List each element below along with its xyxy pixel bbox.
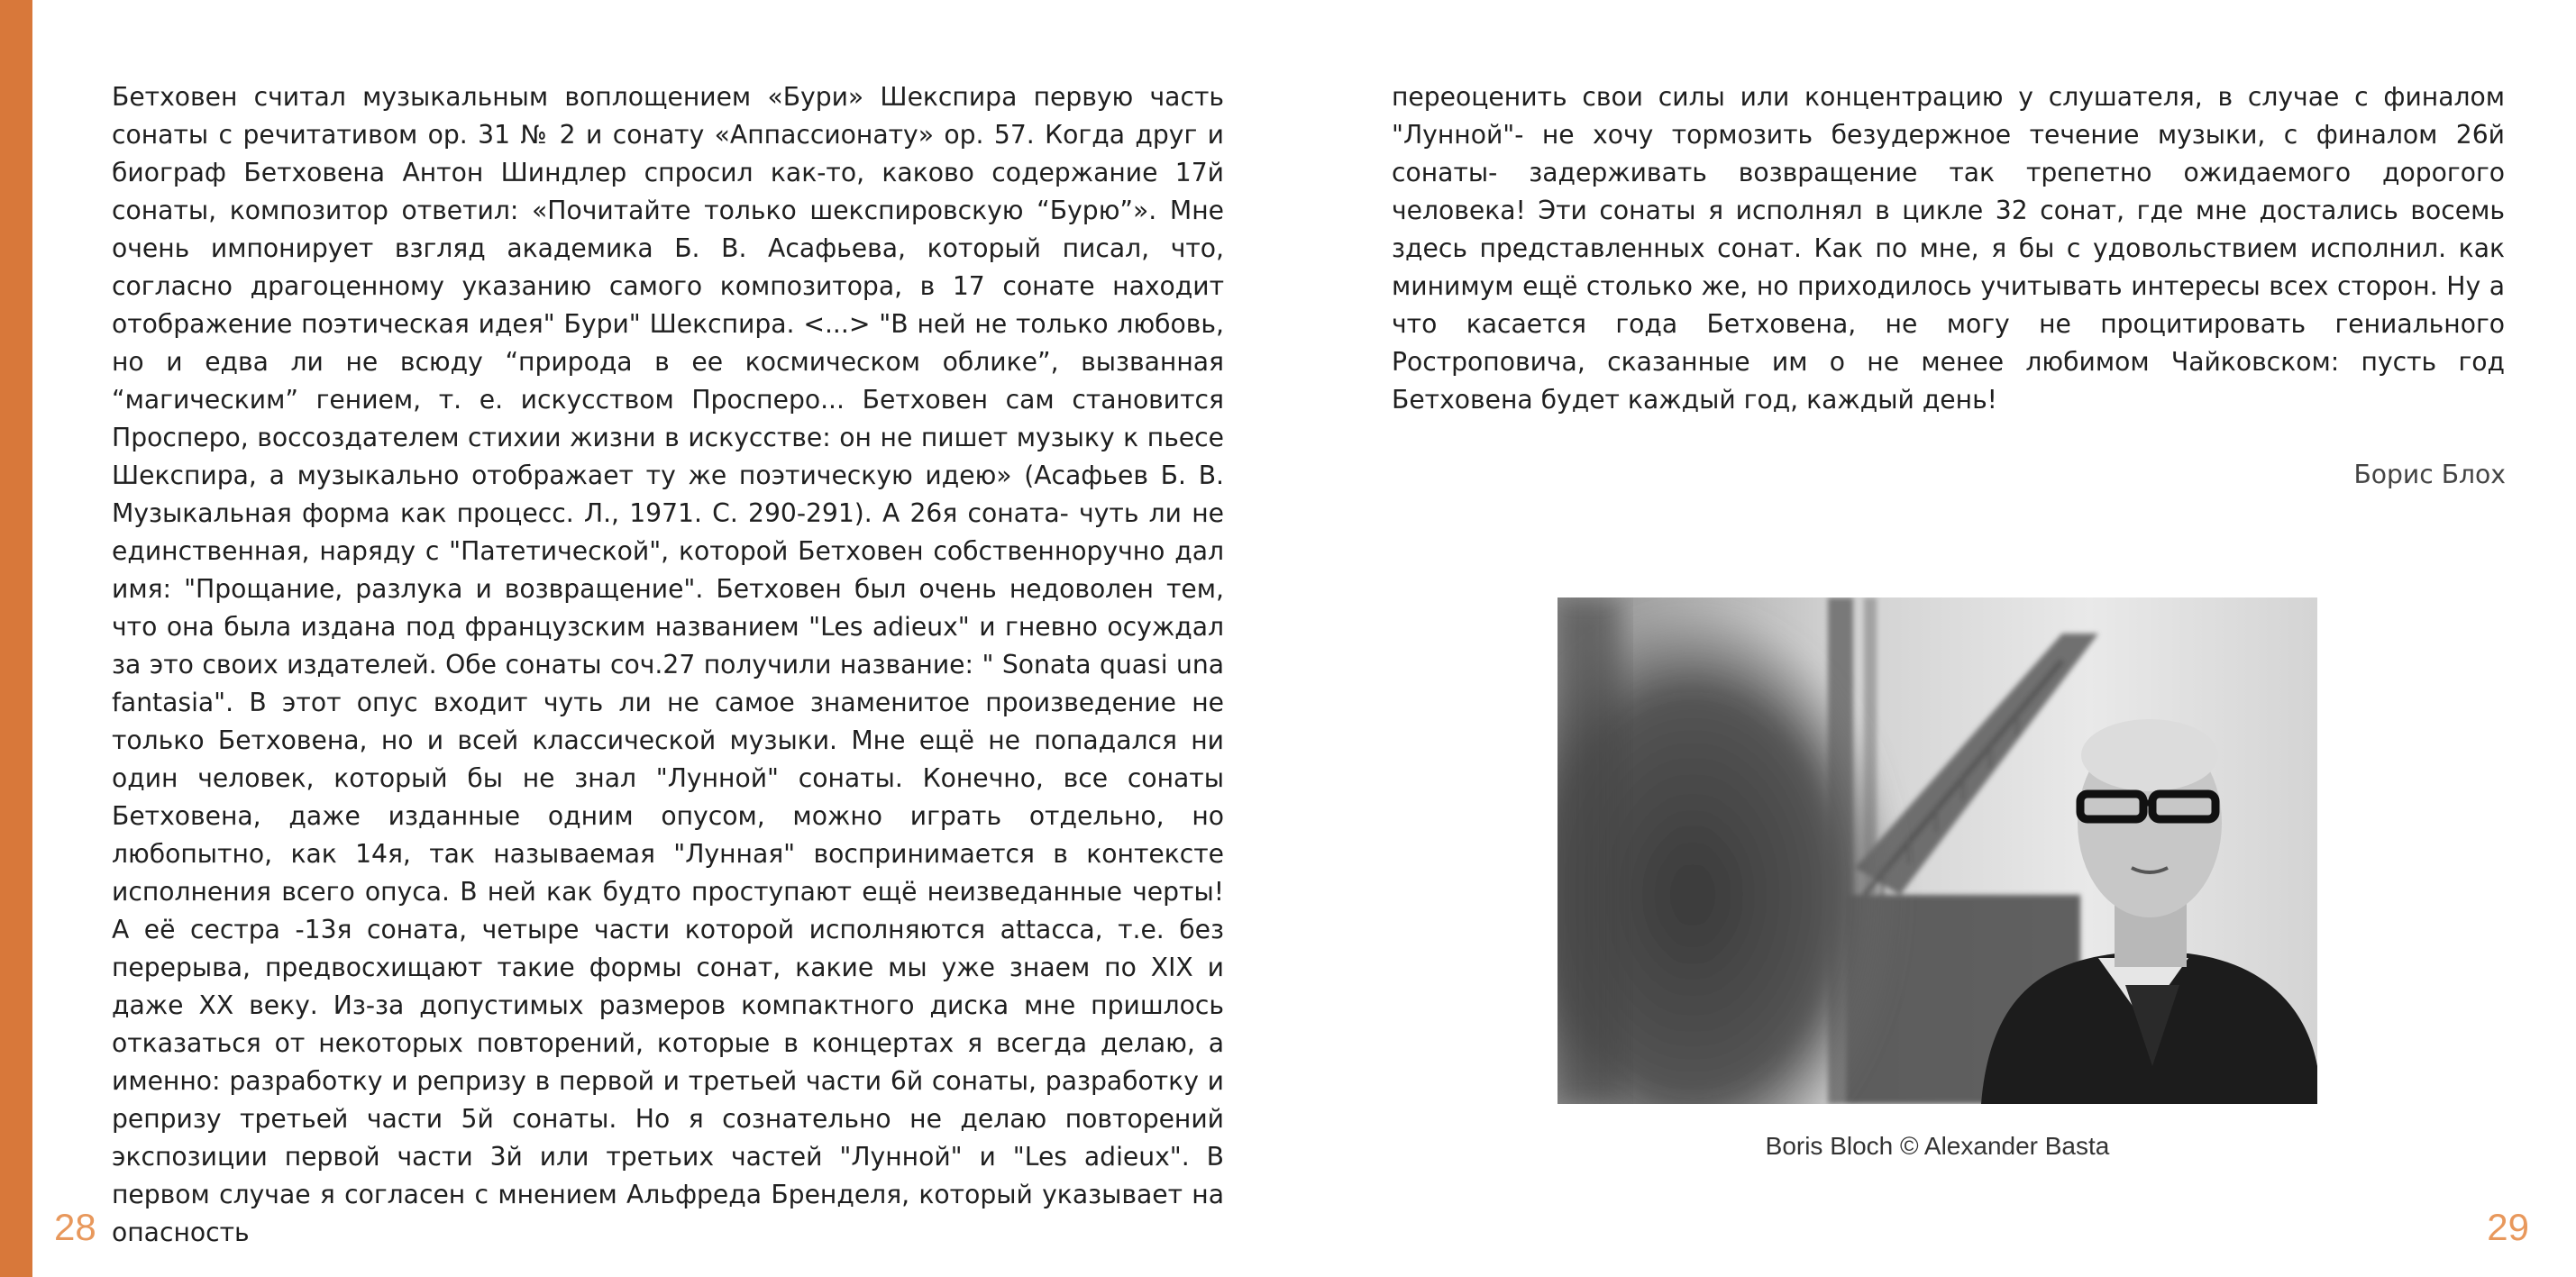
page-number-left: 28 — [54, 1206, 96, 1248]
page-number-right: 29 — [2487, 1206, 2529, 1248]
photo-caption: Boris Bloch © Alexander Basta — [1765, 1132, 2110, 1160]
left-page-body-text: Бетховен считал музыкальным воплощением «Бури» Шекспира первую часть сонаты с речитативом ор. 31 № 2 и сонату «Аппассионату» ор. 57. Когда друг и биограф Бетховена Антон Шиндлер спросил как-то, каково содержание 17й сонаты, композитор ответил: «Почитайте только шекспировскую “Бурю”». Мне очень импонирует взгляд академика Б. В. Асафьева, который писал, что, согласно драгоценному указанию самого композитора, в 17 сонате находит отображение поэтическая идея" Бури" Шекспира. <...> "В ней не только любовь, но и едва ли не всюду “природа в ее космическом облике”, вызванная “магическим” гением, т. е. искусством Просперо... Бетховен сам становится Просперо, воссоздателем стихии жизни в искусстве: он не пишет музыку к пьесе Шекспира, а музыкально отображает ту же поэтическую идею» (Асафьев Б. В. Музыкальная форма как процесс. Л., 1971. С. 290-291). А 26я соната- чуть ли не единственная, наряду с "Патетической", которой Бетховен собственноручно дал имя: "Прощание, разлука и возвращение". Бетховен был очень недоволен тем, что она была издана под французским названием "Les adieux" и гневно осуждал за это своих издателей. Обе сонаты соч.27 получили название: " Sonata quasi una fantasia". В этот опус входит чуть ли не самое знаменитое произведение не только Бетховена, но и всей классической музыки. Мне ещё не попадался ни один человек, который бы не знал "Лунной" сонаты. Конечно, все сонаты Бетховена, даже изданные одним опусом, можно играть отдельно, но любопытно, как 14я, так называемая "Лунная" воспринимается в контексте исполнения всего опуса. В ней как будто проступают ещё неизведанные черты! А её сестра -13я соната, четыре части которой исполняются attacca, т.е. без перерыва, предвосхищают такие формы сонат, какие мы уже знаем по XIX и даже XX веку. Из-за допустимых размеров компактного диска мне пришлось отказаться от некоторых повторений, которые в концертах я всегда делаю, а именно: разработку и репризу в первой и третьей части 6й сонаты, разработку и репризу третьей части 5й сонаты. Но я сознательно не делаю повторений экспозиции первой части 3й или третьих частей "Лунной" и "Les adieux". В первом случае я согласен с мнением Альфреда Бренделя, который указывает на опасность — [112, 82, 1224, 1247]
author-signature: Борис Блох — [2353, 460, 2506, 489]
orange-spine-bar — [0, 0, 32, 1277]
right-page-body-text: переоценить свои силы или концентрацию у слушателя, в случае с финалом "Лунной"- не хочу тормозить безудержное течение музыки, с финалом 26й сонаты- задерживать возвращение так трепетно ожидаемого дорогого человека! Эти сонаты я исполнял в цикле 32 сонат, где мне достались восемь здесь представленных сонат. Как по мне, я бы с удовольствием исполнил. как минимум ещё столько же, но приходилось учитывать интересы всех сторон. Ну а что касается года Бетховена, не могу не процитировать гениального Ростроповича, сказанные им о не менее любимом Чайковском: пусть год Бетховена будет каждый год, каждый день! — [1392, 82, 2505, 415]
portrait-photo — [1557, 597, 2317, 1104]
